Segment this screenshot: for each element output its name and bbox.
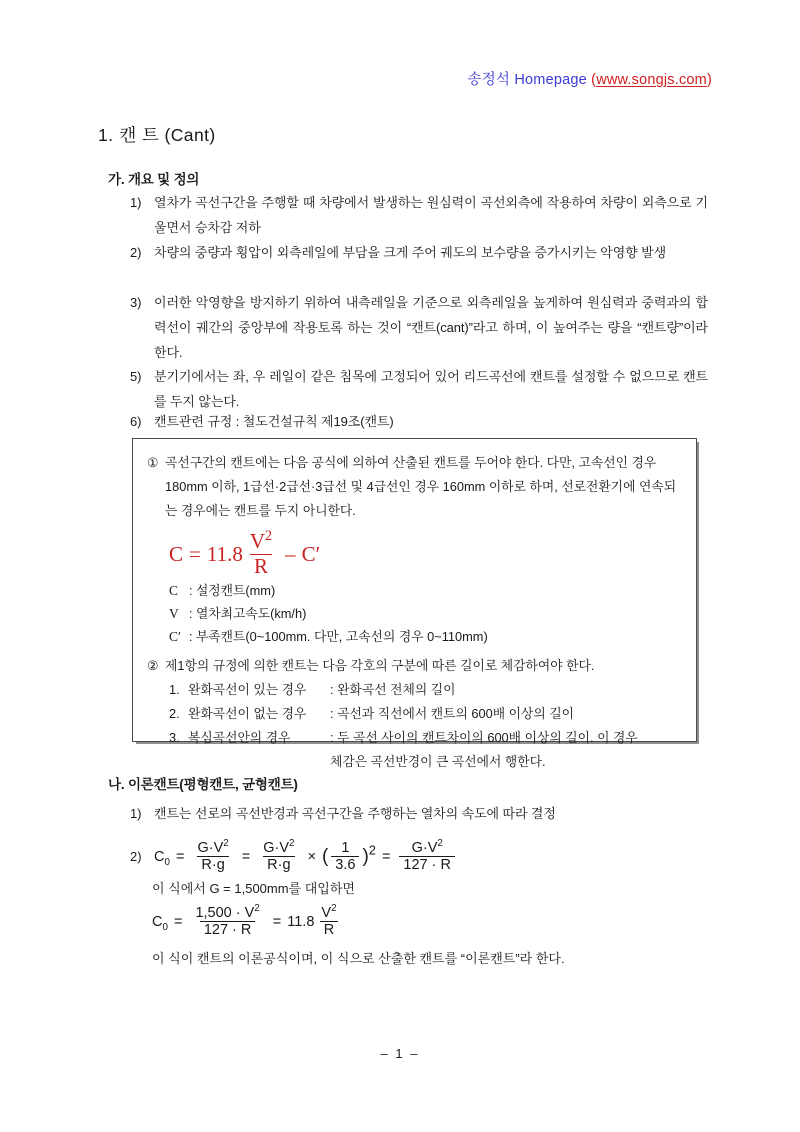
subitem-body [188,678,682,702]
formula-equals-1: = [173,913,183,930]
formula-lhs: $C_0$ [152,913,168,933]
subitem-continuation: 체감은 곡선반경이 큰 곡선에서 행한다. [330,754,546,769]
definition-colon: : [189,583,193,598]
formula-equals-2: = [272,913,282,930]
formula-lhs: $C_0$ [154,848,170,868]
definition-row [169,625,682,648]
clause-1-text: 곡선구간의 캔트에는 다음 공식에 의하여 산출된 캔트를 두어야 한다. 다만, 고속선인 경우 180mm 이하, 1급선·2급선·3급선 및 4급선인 경우 160mm 이하로 하며, 선로전환기에 연속되는 경우에는 캔트를 두지 아니한다. [165,455,677,518]
list-item [130,801,708,826]
list-item [130,409,708,434]
definition-symbol: C [169,583,179,598]
header-paren-open: ( [591,72,597,88]
regulation-box [132,438,697,769]
formula-fraction-inner [331,840,359,873]
list-item [130,240,708,265]
theory-cant-formula [130,840,458,873]
page-title-number: 1. [98,125,114,145]
subitem-label: 완화곡선이 있는 경우 [188,682,307,697]
list-item-marker: 1) [130,806,142,821]
header-homepage-label: Homepage [514,72,587,88]
fraction-denominator: 3.6 [331,856,359,873]
list-item-text: 이러한 악영향을 방지하기 위하여 내측레일을 기준으로 외측레일을 높게하여 원심력과 중력과의 합력선이 궤간의 중앙부에 작용토록 하는 것이 “캔트(cant)”라고 하며, 이 높여주는 량을 “캔트량”이라 한다. [154,295,708,360]
formula-denominator: R [250,554,272,579]
fraction-numerator: $G\cdot V^2$ [263,838,295,856]
subitem-body [188,702,682,726]
formula-numerator: $V^2$ [249,527,273,553]
formula-fraction-2 [259,840,298,873]
formula-coefficient: 11.8 [206,542,243,566]
fraction-numerator: $G\cdot V^2$ [411,838,443,856]
subitem-marker: 1. [169,682,180,697]
theory-cant-formula-simplified [152,905,344,938]
formula-minus: – [285,542,296,566]
fraction-numerator: $V^2$ [321,903,337,921]
header-paren-close: ) [706,72,712,88]
list-item-text: 캔트는 선로의 곡선반경과 곡선구간을 주행하는 열차의 속도에 따라 결정 [154,806,556,821]
page-number-footer: – 1 – [380,1046,420,1061]
section-b-heading: 나. 이론캔트(평형캔트, 균형캔트) [108,777,298,792]
fraction-denominator: R [320,921,338,938]
formula-fraction-3 [399,840,455,873]
subitem-colon: : [330,706,334,721]
list-item-marker: 5) [130,369,142,384]
list-item-text: 열차가 곡선구간을 주행할 때 차량에서 발생하는 원심력이 곡선외측에 작용하여 차량이 외측으로 기울면서 승차감 저하 [154,195,708,235]
subitem-label: 완화곡선이 없는 경우 [188,706,307,721]
formula-fraction-2 [317,905,340,938]
header-owner-name: 송정석 [467,72,511,88]
definition-text: 부족캔트(0~100mm. 다만, 고속선의 경우 0~110mm) [195,629,488,644]
header-url-link[interactable]: www.songjs.com [596,72,707,88]
list-item [130,190,708,240]
formula-equals-3: = [381,848,391,865]
fraction-denominator: R·g [263,856,294,873]
list-item-marker: 2) [130,245,142,260]
formula-fraction-1 [193,840,232,873]
list-item-text: 차량의 중량과 횡압이 외측레일에 부담을 크게 주어 궤도의 보수량을 증가시키는 악영향 발생 [154,245,667,260]
paren-open: ( [321,845,329,867]
page-title-text: 캔 트 (Cant) [119,125,216,145]
clause-1-marker: ① [147,455,159,470]
fraction-denominator: 127 · R [399,856,455,873]
formula-coefficient: 11.8 [287,913,315,930]
substitution-note: 이 식에서 G = 1,500mm를 대입하면 [152,881,355,896]
subitem-text: 완화곡선 전체의 길이 [337,682,456,697]
cant-formula [169,527,682,578]
list-item-marker: 1) [130,195,142,210]
definition-row [169,602,682,625]
fraction-denominator: 127 · R [200,921,256,938]
subitem-marker: 2. [169,706,180,721]
definition-symbol: C′ [169,629,181,644]
clause-2-text: 제1항의 규정에 의한 캔트는 다음 각호의 구분에 따른 길이로 체감하여야 한다. [165,658,595,673]
list-item-marker: 6) [130,414,142,429]
fraction-denominator: R·g [197,856,228,873]
page-title [98,122,216,147]
fraction-numerator: $G\cdot V^2$ [197,838,229,856]
formula-equals-1: = [175,848,185,865]
subitem-label: 복심곡선안의 경우 [188,730,291,745]
fraction-numerator: $1,500 \cdot V^2$ [195,903,260,921]
site-header [468,68,712,89]
formula-fraction [246,527,276,578]
subitem-text: 두 곡선 사이의 캔트차이의 600배 이상의 길이. 이 경우 [337,730,638,745]
subitem-colon: : [330,730,334,745]
subitem-colon: : [330,682,334,697]
subitem-marker: 3. [169,730,180,745]
fraction-numerator: 1 [341,840,350,856]
definition-symbol: V [169,606,179,621]
list-item-text: 분기기에서는 좌, 우 레일이 같은 침목에 고정되어 있어 리드곡선에 캔트를 설정할 수 없으므로 캔트를 두지 않는다. [154,369,708,409]
conclusion-text: 이 식이 캔트의 이론공식이며, 이 식으로 산출한 캔트를 “이론캔트”라 한다. [152,951,565,966]
regulation-clause-2 [147,654,682,678]
definition-text: 설정캔트(mm) [195,583,276,598]
subitem-text: 곡선과 직선에서 캔트의 600배 이상의 길이 [337,706,575,721]
definition-row [169,579,682,602]
list-item-text: 캔트관련 규정 : 철도건설규칙 제19조(캔트) [154,414,394,429]
regulation-clause-1 [147,451,682,523]
clause-2-marker: ② [147,658,159,673]
paren-close: )$^2$ [362,842,376,867]
formula-lhs: C [169,542,184,566]
section-a-heading: 가. 개요 및 정의 [108,172,200,187]
formula-equals: = [189,542,201,566]
list-item-marker: 3) [130,295,142,310]
formula-equals-2: = [241,848,251,865]
formula-definitions [169,579,682,648]
definition-colon: : [189,629,193,644]
formula-marker: 2) [130,849,142,865]
list-item [130,364,708,414]
list-item [130,290,708,365]
clause-2-subitem [169,702,682,726]
clause-2-subitem [169,726,682,750]
clause-2-subitem [169,678,682,702]
definition-text: 열차최고속도(km/h) [195,606,307,621]
subitem-body [188,726,682,750]
formula-subtract-term: C′ [301,542,321,566]
definition-colon: : [189,606,193,621]
formula-fraction-1 [191,905,263,938]
formula-times: × [307,848,316,865]
